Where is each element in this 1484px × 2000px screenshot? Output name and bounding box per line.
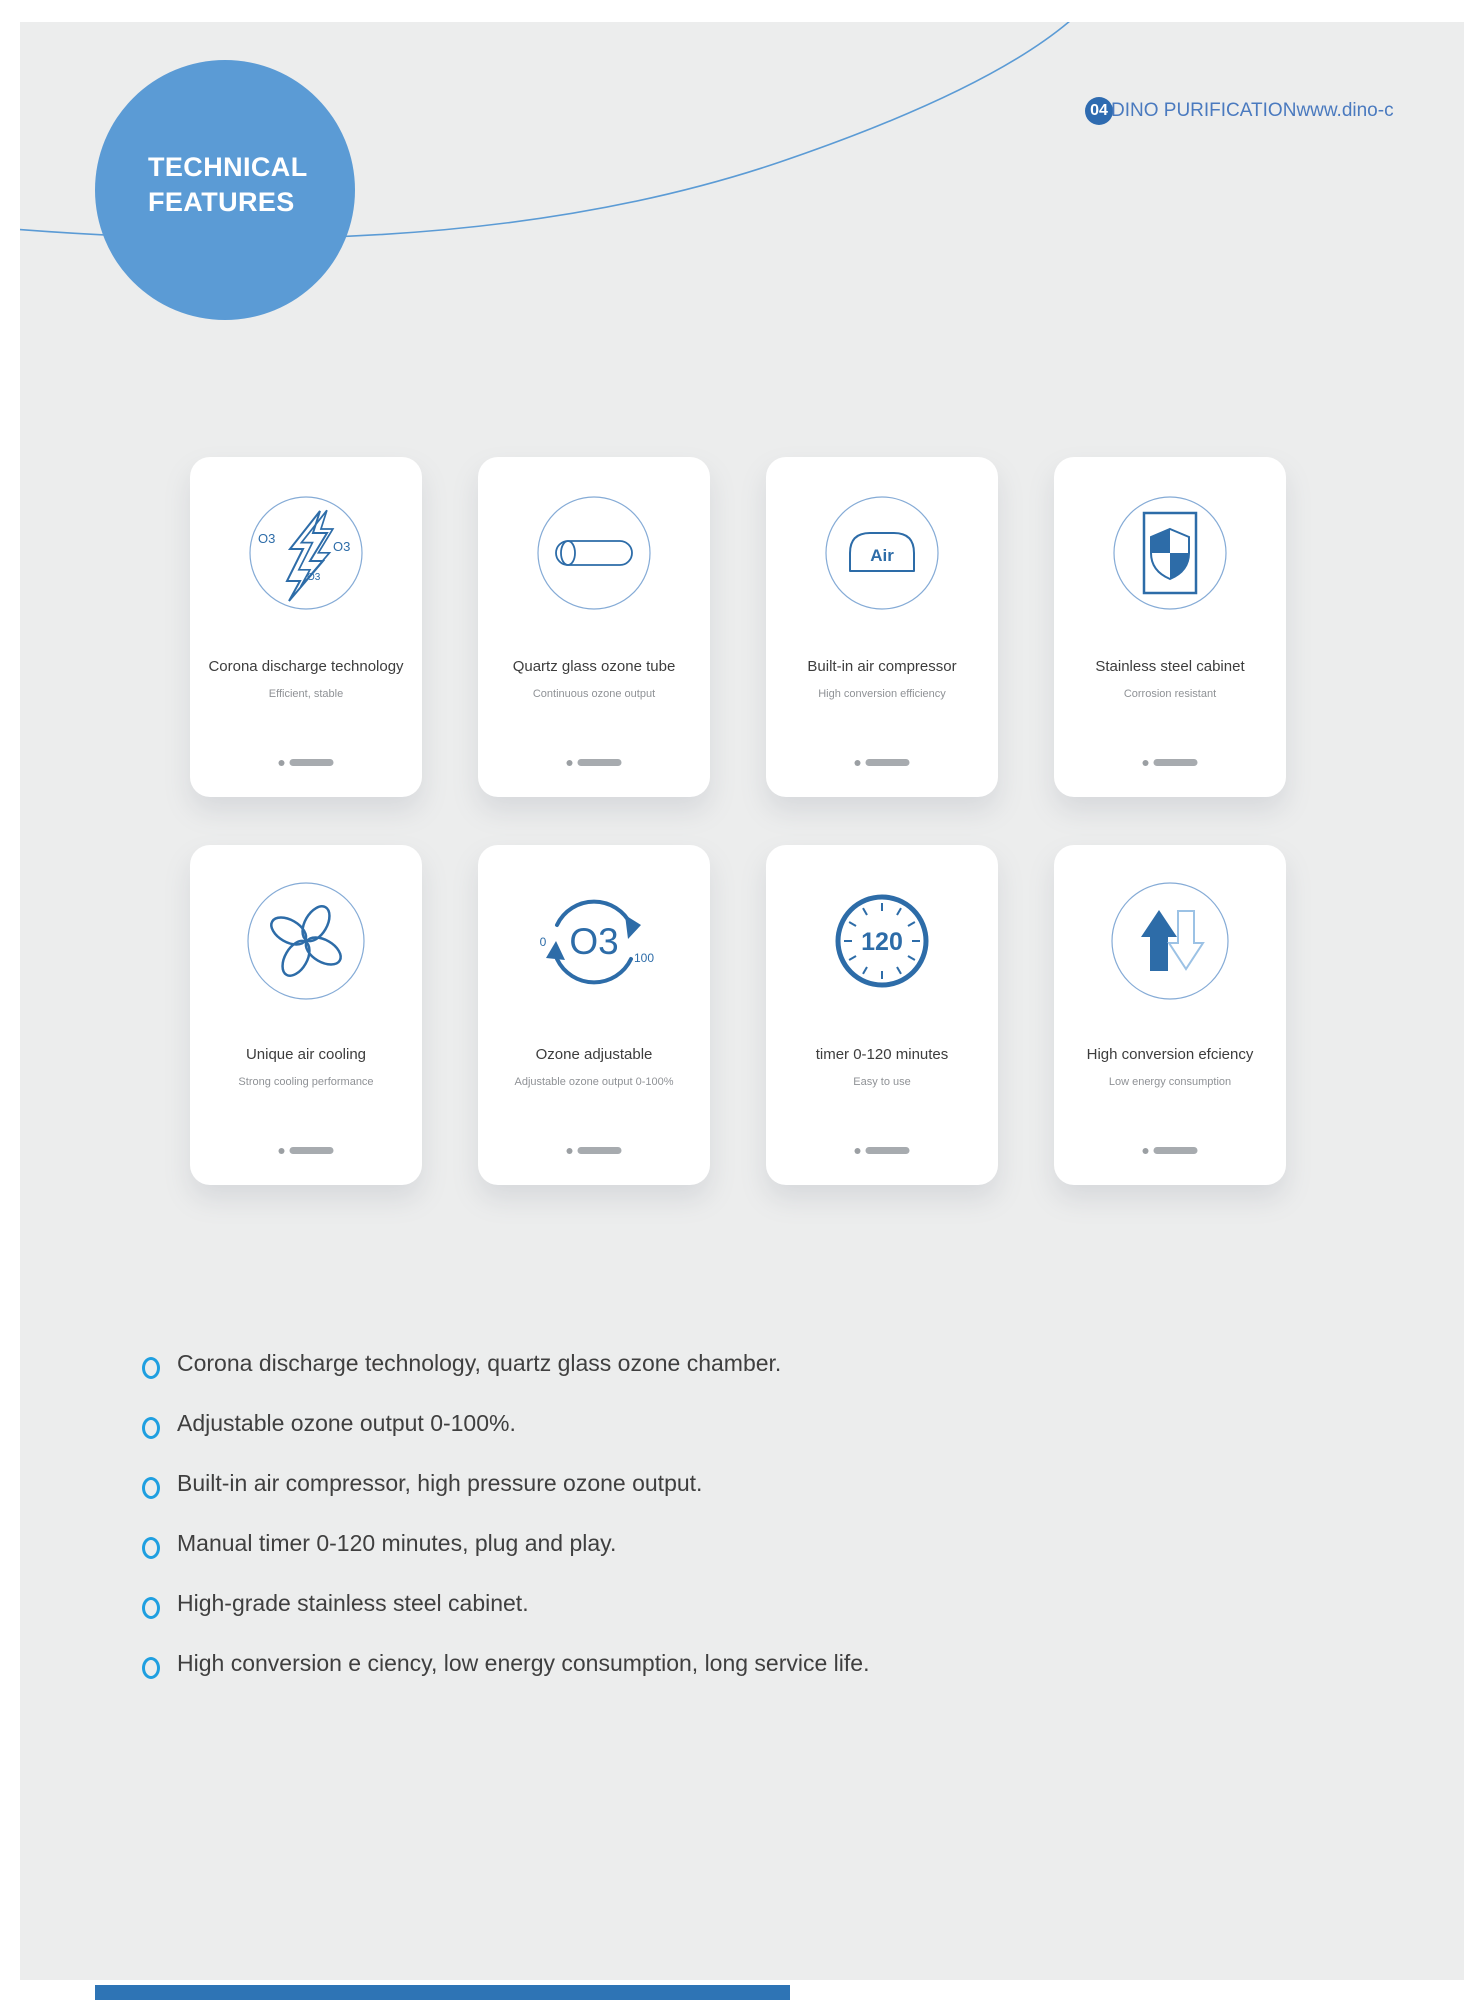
svg-text:O3: O3 [569, 921, 619, 962]
list-item-text: Built-in air compressor, high pressure ozone output. [177, 1470, 703, 1496]
svg-text:O3: O3 [307, 572, 321, 583]
list-item-text: High-grade stainless steel cabinet. [177, 1590, 529, 1616]
list-item [142, 1350, 869, 1379]
card-stainless-cabinet [1054, 457, 1286, 797]
page-number-badge: 04 [1085, 97, 1113, 125]
ring-bullet-icon [142, 1477, 160, 1499]
card-subtitle: Easy to use [853, 1076, 911, 1088]
svg-text:0: 0 [539, 935, 547, 949]
card-dash-indicator [855, 759, 910, 766]
air-compressor-icon [812, 483, 952, 623]
glass-tube-icon [524, 483, 664, 623]
page-title [148, 150, 308, 220]
svg-text:120: 120 [861, 928, 903, 956]
card-quartz-tube [478, 457, 710, 797]
page-title-line1: TECHNICAL [148, 152, 308, 182]
card-title: Corona discharge technology [208, 658, 404, 675]
list-item [142, 1650, 869, 1679]
ring-bullet-icon [142, 1537, 160, 1559]
brand-name: DINO PURIFICATION [1111, 100, 1297, 121]
ring-bullet-icon [142, 1597, 160, 1619]
card-title: Unique air cooling [245, 1046, 367, 1063]
list-item [142, 1470, 869, 1499]
svg-text:O3: O3 [333, 539, 351, 554]
card-dash-indicator [1143, 759, 1198, 766]
card-air-cooling [190, 845, 422, 1185]
card-dash-indicator [1143, 1147, 1198, 1154]
card-corona-discharge [190, 457, 422, 797]
card-title: timer 0-120 minutes [815, 1046, 949, 1063]
card-title: Quartz glass ozone tube [512, 658, 676, 675]
card-subtitle: Low energy consumption [1108, 1076, 1232, 1088]
feature-cards-grid [190, 457, 1286, 1185]
card-subtitle: High conversion efficiency [818, 688, 946, 700]
bottom-accent-bar [95, 1985, 790, 2000]
feature-list [142, 1350, 869, 1710]
ring-bullet-icon [142, 1417, 160, 1439]
card-title: High conversion efciency [1086, 1046, 1254, 1063]
card-subtitle: Corrosion resistant [1123, 688, 1217, 700]
card-subtitle: Strong cooling performance [238, 1076, 374, 1088]
card-title: Built-in air compressor [807, 658, 957, 675]
card-title: Stainless steel cabinet [1095, 658, 1245, 675]
list-item-text: Adjustable ozone output 0-100%. [177, 1410, 516, 1436]
page-title-line2: FEATURES [148, 187, 295, 217]
lightning-o3-icon [236, 483, 376, 623]
card-dash-indicator [279, 1147, 334, 1154]
card-title: Ozone adjustable [535, 1046, 653, 1063]
list-item [142, 1530, 869, 1559]
svg-text:O3: O3 [258, 531, 276, 546]
hero-circle [95, 60, 355, 320]
card-high-conversion [1054, 845, 1286, 1185]
cooling-fan-icon [236, 871, 376, 1011]
card-dash-indicator [279, 759, 334, 766]
card-dash-indicator [855, 1147, 910, 1154]
card-dash-indicator [567, 1147, 622, 1154]
timer-icon [812, 871, 952, 1011]
list-item-text: Corona discharge technology, quartz glass ozone chamber. [177, 1350, 782, 1376]
svg-text:100: 100 [633, 951, 655, 965]
list-item [142, 1410, 869, 1439]
page-header [1085, 96, 1484, 126]
card-subtitle: Efficient, stable [268, 688, 344, 700]
list-item [142, 1590, 869, 1619]
card-timer [766, 845, 998, 1185]
card-dash-indicator [567, 759, 622, 766]
o3-cycle-icon [524, 871, 664, 1011]
card-subtitle: Continuous ozone output [532, 688, 656, 700]
shield-cabinet-icon [1100, 483, 1240, 623]
list-item-text: Manual timer 0-120 minutes, plug and play. [177, 1530, 617, 1556]
up-down-arrows-icon [1100, 871, 1240, 1011]
ring-bullet-icon [142, 1657, 160, 1679]
list-item-text: High conversion e ciency, low energy consumption, long service life. [177, 1650, 870, 1676]
ring-bullet-icon [142, 1357, 160, 1379]
website-url: www.dino-c [1296, 100, 1394, 121]
card-ozone-adjustable [478, 845, 710, 1185]
card-air-compressor [766, 457, 998, 797]
svg-text:Air: Air [870, 546, 894, 565]
card-subtitle: Adjustable ozone output 0-100% [514, 1076, 674, 1088]
